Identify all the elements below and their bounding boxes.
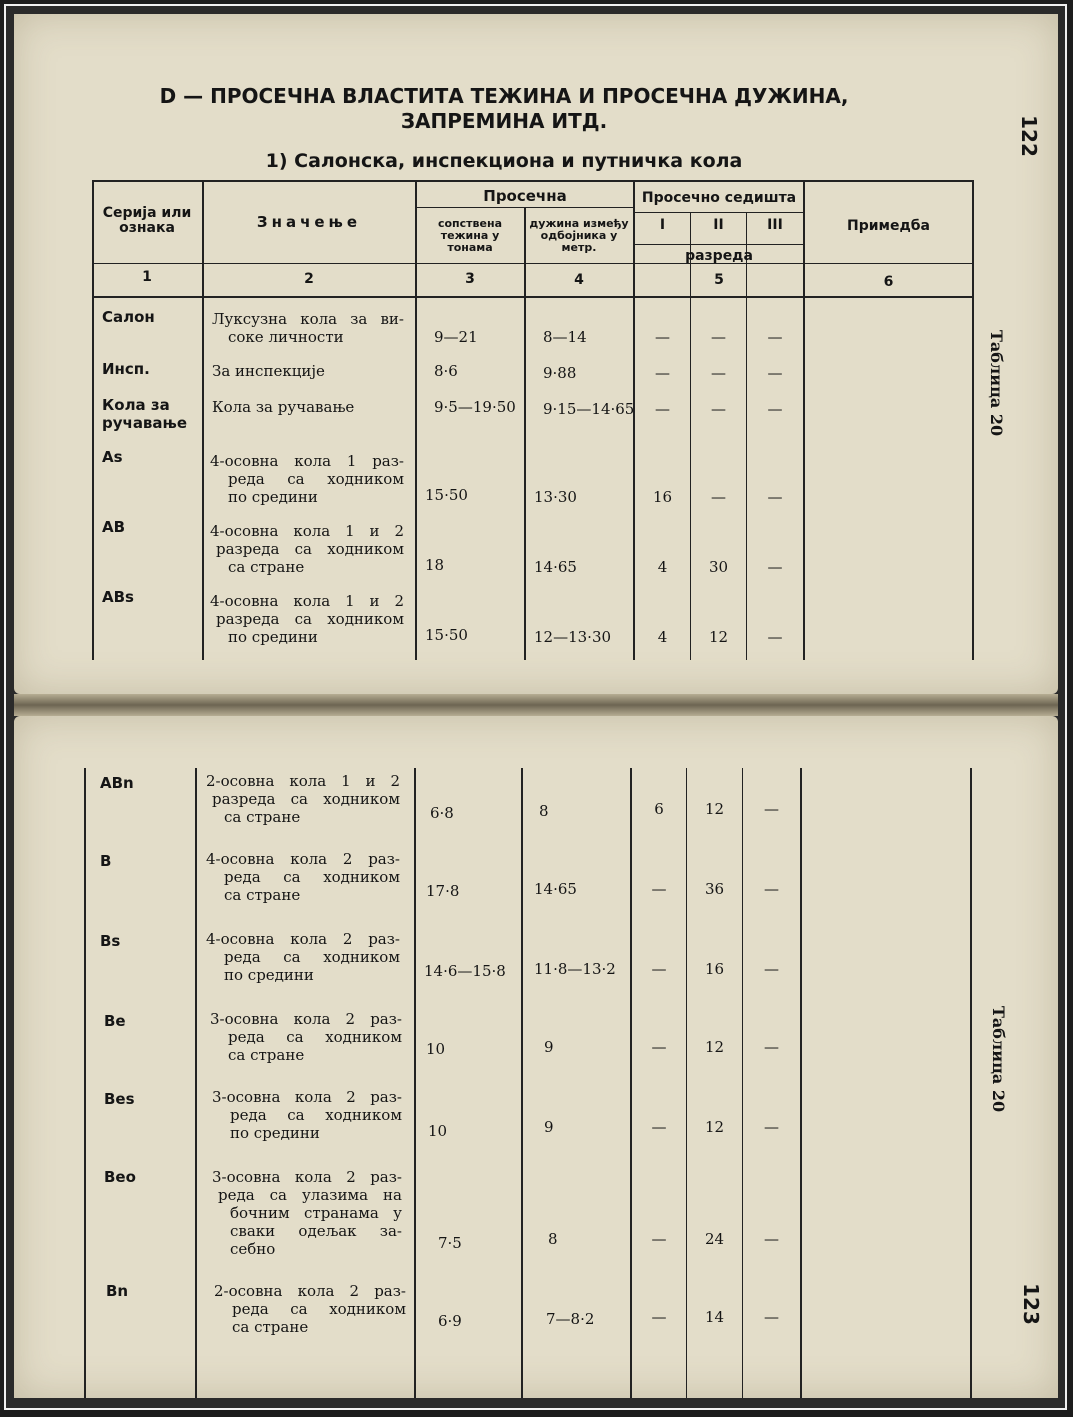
description-line: разреда са ходником [216,610,404,628]
own-weight: 6·8 [430,804,454,822]
car-description [212,310,404,346]
description-line: по средини [228,628,318,646]
description-line: реда са ходником [232,1300,406,1318]
series-code: Bes [104,1090,135,1108]
description-line: 4-осовна кола 1 раз- [210,452,404,470]
page-number: 122 [1016,115,1041,157]
car-description [206,930,400,984]
seats-class-2: 14 [704,1308,725,1326]
series-code: Beo [104,1168,136,1186]
header-bottom-rule [92,296,974,298]
seats-class-2: 30 [708,558,729,576]
own-weight: 18 [425,556,445,574]
seats-class-3: — [764,960,779,978]
description-line: са стране [232,1318,309,1336]
page-122 [14,14,1058,694]
description-line: сваки одељак за- [230,1222,402,1240]
car-description [212,398,404,416]
header-series: Серија или ознака [102,205,192,237]
description-line: 4-осовна кола 2 раз- [206,850,400,868]
page-123 [14,716,1058,1398]
col-number: 2 [304,271,314,287]
series-code: Кола за ручавање [102,396,188,432]
series-code: Салон [102,308,155,326]
series-code: AB [102,518,126,536]
car-description [212,1168,402,1258]
buffer-length: 9·88 [543,364,577,382]
col-rule [521,768,523,1398]
description-line: 2-осовна кола 1 и 2 [206,772,400,790]
header-class-3: III [767,217,783,233]
buffer-length: 8—14 [543,328,587,346]
class-sub-rule [635,244,803,245]
description-line: реда са ходником [228,1028,402,1046]
seats-class-2: 16 [704,960,725,978]
description-line: 4-осовна кола 1 и 2 [210,592,404,610]
table-title-line2: ЗАПРЕМИНА ИТД. [400,109,608,133]
car-description [214,1282,406,1336]
series-code: Инсп. [102,360,150,378]
description-line: соке личности [228,328,344,346]
buffer-length: 9 [544,1038,554,1056]
seats-class-3: — [767,558,783,576]
seats-class-1: — [651,1118,667,1136]
seats-class-2: — [711,400,726,418]
header-remark: Примедба [846,218,930,234]
buffer-length: 14·65 [534,880,577,898]
own-weight: 17·8 [426,882,460,900]
seats-sub-rule [635,212,803,213]
seats-class-2: — [711,488,726,506]
seats-class-3: — [764,800,779,818]
seats-class-1: — [651,1230,667,1248]
col-rule [415,180,417,660]
own-weight: 7·5 [438,1234,462,1252]
description-line: са стране [224,808,301,826]
series-code: B [100,852,112,870]
description-line: 3-осовна кола 2 раз- [210,1010,402,1028]
description-line: За инспекције [212,362,325,380]
header-seats: Просечно седишта [641,190,797,206]
seats-class-2: 36 [704,880,725,898]
seats-class-1: 4 [657,558,668,576]
car-description [210,592,404,646]
seats-class-1: 4 [657,628,668,646]
col-rule [803,180,805,660]
seats-class-3: — [764,1230,779,1248]
buffer-length: 9·15—14·65 [543,400,635,418]
description-line: по средини [230,1124,320,1142]
seats-class-1: — [651,1308,667,1326]
series-code: ABn [100,774,134,792]
description-line: разреда са ходником [212,790,400,808]
car-description [206,772,400,826]
series-code: Bs [100,932,121,950]
table-subtitle: 1) Салонска, инспекциона и путничка кола [265,150,743,172]
col-rule [800,768,802,1398]
seats-class-3: — [764,1038,779,1056]
description-line: реда са ходником [224,868,400,886]
seats-class-1: — [651,880,667,898]
description-line: по средини [224,966,314,984]
seats-class-3: — [764,1308,779,1326]
own-weight: 9·5—19·50 [434,398,516,416]
description-line: 4-осовна кола 2 раз- [206,930,400,948]
page-number: 123 [1018,1283,1043,1325]
own-weight: 15·50 [425,626,468,644]
header-top-rule [92,180,974,182]
seats-class-3: — [767,488,783,506]
table-title-line1: D — ПРОСЕЧНА ВЛАСТИТА ТЕЖИНА И ПРОСЕЧНА ДУЖИНА, [159,84,849,108]
col-number: 3 [465,271,475,287]
car-description [212,1088,402,1142]
seats-class-2: 12 [704,1118,725,1136]
seats-class-1: — [655,400,670,418]
description-line: са стране [228,558,305,576]
col-rule [686,768,687,1398]
col-rule [202,180,204,660]
col-rule [195,768,197,1398]
own-weight: 14·6—15·8 [424,962,506,980]
col-rule [414,768,416,1398]
header-class-word: разреда [685,248,753,264]
seats-class-2: 12 [704,1038,725,1056]
col-rule [972,180,974,660]
header-own-weight: сопствена тежина у тонама [437,217,503,255]
side-label: Таблица 20 [987,330,1006,437]
series-code: ABs [102,588,134,606]
description-line: Луксузна кола за ви- [212,310,404,328]
description-line: 3-осовна кола 2 раз- [212,1088,402,1106]
series-code: As [102,448,123,466]
seats-class-3: — [767,328,783,346]
buffer-length: 8 [539,802,549,820]
col-rule [970,768,972,1398]
buffer-length: 8 [548,1230,558,1248]
buffer-length: 12—13·30 [534,628,612,646]
seats-class-3: — [767,364,783,382]
buffer-length: 14·65 [534,558,577,576]
description-line: разреда са ходником [216,540,404,558]
col-rule [742,768,743,1398]
car-description [210,1010,402,1064]
seats-class-2: — [711,328,726,346]
col-number: 6 [883,274,894,290]
description-line: реда са ходником [224,948,400,966]
description-line: 3-осовна кола 2 раз- [212,1168,402,1186]
own-weight: 6·9 [438,1312,462,1330]
header-length: дужина између одбојника у метр. [529,217,629,255]
description-line: себно [230,1240,276,1258]
col-rule [92,180,94,660]
series-code: Bn [106,1282,129,1300]
description-line: реда са улазима на [218,1186,402,1204]
own-weight: 8·6 [434,362,458,380]
own-weight: 15·50 [425,486,468,504]
description-line: са стране [228,1046,305,1064]
col-number: 4 [574,272,584,288]
series-code: Be [104,1012,126,1030]
col-rule [630,768,632,1398]
own-weight: 10 [426,1040,446,1058]
seats-class-1: — [655,364,670,382]
header-average: Просечна [483,187,567,205]
description-line: са стране [224,886,301,904]
buffer-length: 7—8·2 [546,1310,595,1328]
car-description [210,452,404,506]
col-rule [84,768,86,1398]
car-description [206,850,400,904]
buffer-length: 11·8—13·2 [534,960,616,978]
seats-class-2: — [711,364,726,382]
seats-class-2: 24 [704,1230,725,1248]
seats-class-1: 6 [654,800,664,818]
header-meaning: Значење [256,213,362,231]
book-gutter [14,694,1058,716]
description-line: Кола за ручавање [212,398,355,416]
own-weight: 9—21 [434,328,478,346]
seats-class-2: 12 [704,800,725,818]
seats-class-2: 12 [708,628,729,646]
header-mid-rule [92,263,974,264]
description-line: реда са ходником [230,1106,402,1124]
description-line: 2-осовна кола 2 раз- [214,1282,406,1300]
seats-class-3: — [764,880,779,898]
side-label: Таблица 20 [989,1006,1008,1113]
seats-class-3: — [767,400,783,418]
seats-class-1: 16 [652,488,673,506]
col-number: 1 [142,269,152,285]
header-class-1: I [659,217,666,233]
description-line: по средини [228,488,318,506]
description-line: реда са ходником [228,470,404,488]
seats-class-3: — [767,628,783,646]
seats-class-1: — [655,328,670,346]
car-description [212,362,404,380]
buffer-length: 13·30 [534,488,577,506]
header-class-2: II [713,217,724,233]
seats-class-1: — [651,960,667,978]
seats-class-1: — [651,1038,667,1056]
car-description [210,522,404,576]
seats-class-3: — [764,1118,779,1136]
col-number: 5 [714,272,724,288]
own-weight: 10 [428,1122,448,1140]
buffer-length: 9 [544,1118,554,1136]
description-line: 4-осовна кола 1 и 2 [210,522,404,540]
description-line: бочним странама у [230,1204,402,1222]
